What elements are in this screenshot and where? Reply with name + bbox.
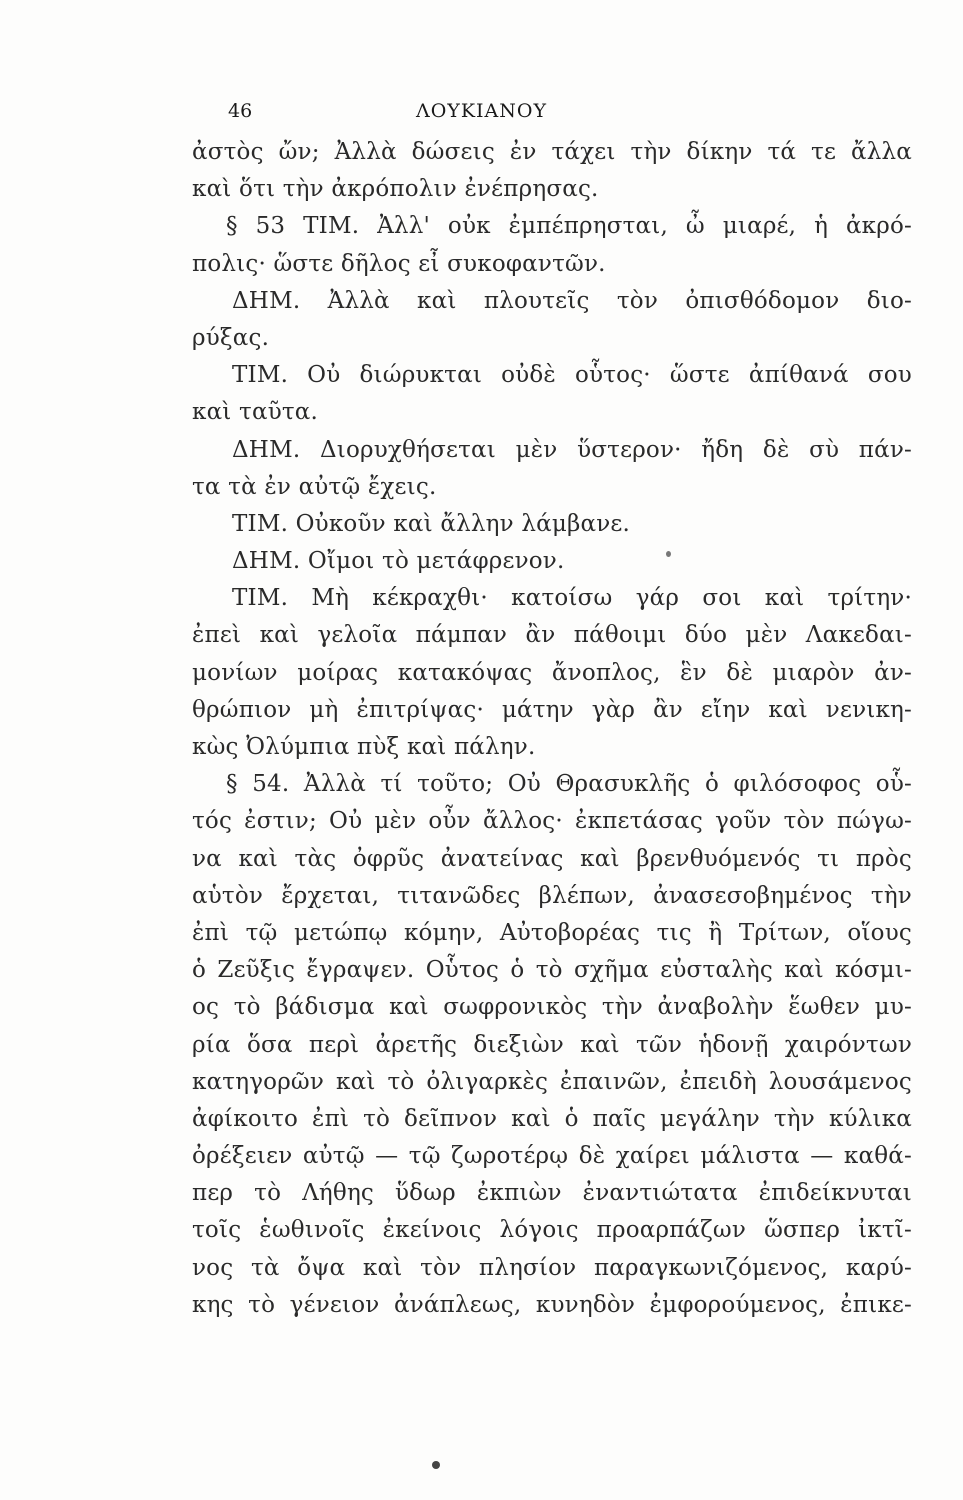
- text-line: ἀστὸς ὤν; Ἀλλὰ δώσεις ἐν τάχει τὴν δίκην τά τε ἄλλα: [192, 139, 912, 165]
- text-line: ος τὸ βάδισμα καὶ σωφρονικὸς τὴν ἀναβολὴν ἕωθεν μυ-: [192, 994, 912, 1021]
- text-line: ΤΙΜ. Οὐκοῦν καὶ ἄλλην λάμβανε.: [232, 510, 631, 537]
- ink-speck: [666, 551, 671, 557]
- text-line: ἐπεὶ καὶ γελοῖα πάμπαν ἂν πάθοιμι δύο μὲν Λακεδαι-: [192, 622, 912, 649]
- text-line: ΤΙΜ. Οὐ διώρυκται οὐδὲ οὗτος· ὥστε ἀπίθανά σου: [232, 362, 912, 389]
- text-line: κατηγορῶν καὶ τὸ ὀλιγαρκὲς ἐπαινῶν, ἐπειδὴ λουσάμενος: [192, 1068, 912, 1095]
- body-text: [192, 134, 912, 1324]
- text-line: τα τὰ ἐν αὐτῷ ἔχεις.: [192, 473, 437, 500]
- text-line: § 54. Ἀλλὰ τί τοῦτο; Οὐ Θρασυκλῆς ὁ φιλόσοφος οὗ-: [226, 771, 912, 798]
- ink-speck: [432, 1461, 440, 1469]
- text-line: ΤΙΜ. Μὴ κέκραχθι· κατοίσω γάρ σοι καὶ τρίτην·: [232, 585, 912, 612]
- text-line: ἐπὶ τῷ μετώπῳ κόμην, Αὐτοβορέας τις ἢ Τρίτων, οἵους: [192, 919, 912, 946]
- text-line: ὁ Ζεῦξις ἔγραψεν. Οὗτος ὁ τὸ σχῆμα εὐσταλὴς καὶ κόσμι-: [192, 957, 912, 984]
- text-line: ὀρέξειεν αὐτῷ — τῷ ζωροτέρῳ δὲ χαίρει μάλιστα — καθά-: [192, 1143, 912, 1170]
- text-line: ἀφίκοιτο ἐπὶ τὸ δεῖπνον καὶ ὁ παῖς μεγάλην τὴν κύλικα: [192, 1105, 912, 1132]
- text-line: ρία ὅσα περὶ ἀρετῆς διεξιὼν καὶ τῶν ἡδονῇ χαιρόντων: [192, 1031, 912, 1058]
- text-line: κης τὸ γένειον ἀνάπλεως, κυνηδὸν ἐμφορούμενος, ἐπικε-: [192, 1291, 912, 1318]
- text-line: θρώπιον μὴ ἐπιτρίψας· μάτην γὰρ ἂν εἴην καὶ νενικη-: [192, 696, 912, 723]
- text-line: τοῖς ἑωθινοῖς ἐκείνοις λόγοις προαρπάζων ὥσπερ ἰκτῖ-: [192, 1217, 912, 1244]
- text-line: νος τὰ ὄψα καὶ τὸν πλησίον παραγκωνιζόμενος, καρύ-: [192, 1254, 912, 1281]
- page-number: 46: [228, 100, 253, 122]
- text-line: καὶ ταῦτα.: [192, 399, 319, 426]
- text-line: τός ἐστιν; Οὐ μὲν οὖν ἄλλος· ἐκπετάσας γοῦν τὸν πώγω-: [192, 808, 912, 835]
- text-line: περ τὸ Λήθης ὕδωρ ἐκπιὼν ἐναντιώτατα ἐπιδείκνυται: [192, 1180, 912, 1207]
- text-line: να καὶ τὰς ὀφρῦς ἀνατείνας καὶ βρενθυόμενός τι πρὸς: [192, 845, 912, 872]
- text-line: ΔΗΜ. Διορυχθήσεται μὲν ὕστερον· ἤδη δὲ σὺ πάν-: [232, 436, 912, 463]
- running-head: ΛΟΥΚΙΑΝΟΥ: [415, 100, 547, 122]
- text-line: πολις· ὥστε δῆλος εἶ συκοφαντῶν.: [192, 250, 606, 277]
- text-line: κὼς Ὀλύμπια πὺξ καὶ πάλην.: [192, 734, 536, 760]
- text-line: ΔΗΜ. Ἀλλὰ καὶ πλουτεῖς τὸν ὀπισθόδομον διο-: [232, 287, 912, 314]
- text-line: ρύξας.: [192, 324, 270, 351]
- text-line: αὑτὸν ἔρχεται, τιτανῶδες βλέπων, ἀνασεσοβημένος τὴν: [192, 882, 912, 909]
- text-line: καὶ ὅτι τὴν ἀκρόπολιν ἐνέπρησας.: [192, 176, 599, 203]
- text-line: μονίων μοίρας κατακόψας ἄνοπλος, ἓν δὲ μιαρὸν ἀν-: [192, 659, 912, 686]
- text-line: ΔΗΜ. Οἴμοι τὸ μετάφρενον.: [232, 548, 565, 575]
- text-line: § 53 ΤΙΜ. Ἀλλ' οὐκ ἐμπέπρησται, ὦ μιαρέ, ἡ ἀκρό-: [226, 213, 912, 240]
